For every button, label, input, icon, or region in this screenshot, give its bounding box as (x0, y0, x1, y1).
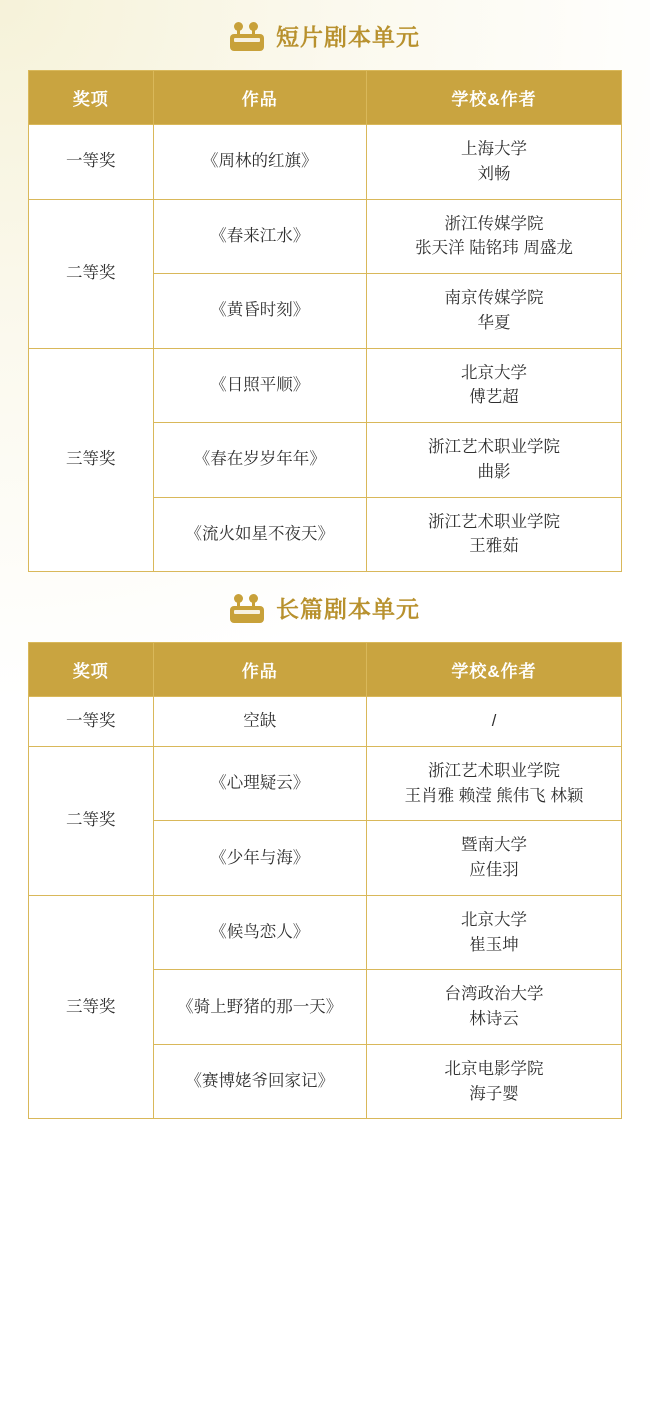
school-name: 北京电影学院 (444, 1059, 544, 1078)
section-header (0, 0, 650, 70)
award-level-cell: 一等奖 (29, 125, 154, 200)
awards-section (0, 572, 650, 1119)
school-author-cell (366, 125, 621, 200)
school-name: 北京大学 (460, 910, 527, 929)
table-header-row (29, 643, 622, 697)
work-title-cell: 《春在岁岁年年》 (153, 423, 366, 498)
table-row (29, 199, 622, 274)
school-name: 上海大学 (460, 140, 527, 158)
author-names: 傅艺超 (469, 388, 519, 407)
work-title-cell: 《周林的红旗》 (153, 125, 366, 200)
school-author-cell (366, 348, 621, 423)
school-author-cell (366, 746, 621, 821)
school-author-cell (366, 274, 621, 349)
work-title-cell: 空缺 (153, 697, 366, 747)
work-title-cell: 《赛博姥爷回家记》 (153, 1044, 366, 1119)
school-author-cell (366, 821, 621, 896)
work-title-cell: 《黄昏时刻》 (153, 274, 366, 349)
work-title-cell: 《心理疑云》 (153, 746, 366, 821)
school-name: 浙江艺术职业学院 (427, 761, 560, 780)
section-title: 短片剧本单元 (276, 23, 420, 50)
school-author-cell (366, 1044, 621, 1119)
work-title-cell: 《日照平顺》 (153, 348, 366, 423)
award-level-cell: 二等奖 (29, 746, 154, 895)
work-title-cell: 《流火如星不夜天》 (153, 497, 366, 572)
table-header-row (29, 71, 622, 125)
work-title-cell: 《候鸟恋人》 (153, 895, 366, 970)
award-level-cell: 二等奖 (29, 199, 154, 348)
author-names: 刘畅 (477, 164, 511, 183)
school-name: 台湾政治大学 (444, 985, 544, 1004)
school-name: 浙江传媒学院 (444, 214, 544, 233)
clapperboard-icon (230, 22, 264, 52)
column-header: 作品 (153, 71, 366, 125)
table-wrap (0, 642, 650, 1119)
section-title: 长篇剧本单元 (276, 595, 420, 622)
author-names: 崔玉坤 (469, 935, 519, 954)
school-name: 南京传媒学院 (444, 289, 544, 307)
column-header: 学校&作者 (366, 643, 621, 697)
column-header: 学校&作者 (366, 71, 621, 125)
school-author-cell (366, 895, 621, 970)
author-names: 应佳羽 (469, 861, 519, 879)
author-names: 张天洋 陆铭玮 周盛龙 (415, 239, 573, 258)
author-names: 王雅茹 (469, 537, 519, 556)
school-name: 北京大学 (460, 363, 527, 382)
table-row (29, 697, 622, 747)
school-author-cell (366, 497, 621, 572)
author-names: 王肖雅 赖滢 熊伟飞 林颖 (404, 786, 584, 805)
clapperboard-icon (230, 594, 264, 624)
awards-section (0, 0, 650, 572)
school-author-cell (366, 697, 621, 747)
table-row (29, 348, 622, 423)
column-header: 作品 (153, 643, 366, 697)
award-level-cell: 三等奖 (29, 895, 154, 1119)
school-author-cell (366, 199, 621, 274)
section-header (0, 572, 650, 642)
awards-table (28, 70, 622, 572)
work-title-cell: 《骑上野猪的那一天》 (153, 970, 366, 1045)
school-author-cell (366, 423, 621, 498)
author-names: 海子婴 (469, 1084, 519, 1103)
column-header: 奖项 (29, 643, 154, 697)
table-row (29, 746, 622, 821)
author-names: 林诗云 (469, 1010, 519, 1028)
table-row (29, 125, 622, 200)
awards-table (28, 642, 622, 1119)
school-name: 浙江艺术职业学院 (427, 438, 560, 456)
school-name: / (491, 712, 497, 730)
school-name: 浙江艺术职业学院 (427, 512, 560, 531)
table-wrap (0, 70, 650, 572)
author-names: 曲影 (477, 462, 511, 481)
work-title-cell: 《少年与海》 (153, 821, 366, 896)
column-header: 奖项 (29, 71, 154, 125)
award-level-cell: 三等奖 (29, 348, 154, 572)
table-row (29, 895, 622, 970)
school-name: 暨南大学 (460, 836, 527, 855)
award-level-cell: 一等奖 (29, 697, 154, 747)
school-author-cell (366, 970, 621, 1045)
page-bottom-spacer (0, 1119, 650, 1145)
work-title-cell: 《春来江水》 (153, 199, 366, 274)
author-names: 华夏 (477, 313, 511, 332)
